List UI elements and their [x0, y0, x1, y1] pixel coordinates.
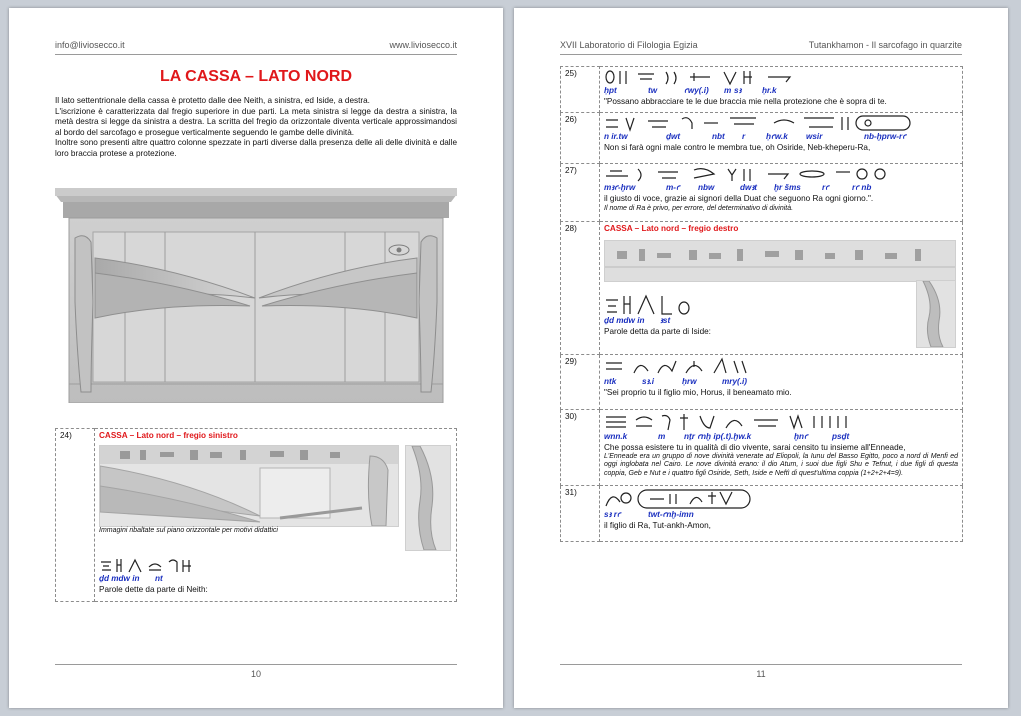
table-row	[561, 409, 963, 485]
translation: il figlio di Ra, Tut-ankh-Amon,	[604, 520, 711, 530]
entry-content	[600, 67, 963, 113]
entry-number: 28)	[561, 222, 600, 355]
entry-number: 26)	[561, 113, 600, 164]
translation: "Sei proprio tu il figlio mio, Horus, il beneamato mio.	[604, 388, 792, 398]
translation: Parole dette da parte di Neith:	[99, 585, 208, 595]
entry-number: 29)	[561, 355, 600, 409]
transliteration: ntk sꜣ.i ḥrw mry(.i)	[604, 377, 748, 387]
hieroglyphs-icon	[604, 412, 864, 432]
transliteration: ḏd mdw in nt	[99, 574, 163, 584]
hieroglyphs-icon	[604, 166, 904, 183]
table-row	[561, 355, 963, 409]
entry-number: 30)	[561, 409, 600, 485]
translation: Che possa esistere tu in qualità di dio vivente, sarai censito tu insieme all'Enneade,	[604, 442, 906, 452]
entry-table	[560, 66, 963, 542]
entry-number: 24)	[56, 429, 95, 602]
page-title: LA CASSA – LATO NORD	[159, 68, 352, 85]
header-email: info@liviosecco.it	[55, 40, 125, 50]
right-frieze-relief-image	[604, 240, 956, 282]
hieroglyphs-icon	[99, 557, 199, 574]
table-row	[561, 67, 963, 113]
table-row	[561, 164, 963, 222]
entry-heading: CASSA – Lato nord – fregio destro	[604, 224, 739, 234]
page-footer	[560, 664, 962, 679]
entry-content	[600, 355, 963, 409]
transliteration: ḥpt tw ꜥwy(.i) m sꜣ ḥr.k	[604, 86, 777, 95]
header-website: www.liviosecco.it	[389, 40, 457, 50]
translation: Parole detta da parte di Iside:	[604, 327, 711, 337]
page-number: 10	[250, 669, 261, 679]
hieroglyphs-icon	[604, 357, 754, 377]
left-frieze-relief-image	[99, 445, 399, 527]
page-header	[560, 40, 962, 55]
hieroglyphs-icon	[604, 69, 804, 86]
transliteration: mꜣꜥ-ḫrw m-ꜥ nbw dwꜣt ḫr šms rꜥ rꜥ nb	[604, 183, 872, 193]
image-caption: Immagini ribaltate sul piano orizzontale per motivi didattici	[99, 527, 278, 535]
translation: Non si farà ogni male contro le membra tue, oh Osiride, Neb-kheperu-Ra,	[604, 143, 871, 153]
transliteration: ḏd mdw in ꜣst	[604, 316, 671, 326]
page-number: 11	[756, 669, 766, 679]
entry-content	[600, 409, 963, 485]
note: L'Enneade era un gruppo di nove divinità venerate ad Eliopoli, la Iunu del Basso Egitto, poco a nord di Menfi ed oggi inglobata nel Cairo. Le nove divinità erano: il dio Atum, i suoi due figli Shu e Tefnut, i due figli di questa coppia, Geb e Nut e i quattro figli Osiride, Seth, Iside e Neftì di quest'ultima coppia (1+2+2+4=9).	[604, 452, 958, 477]
entry-heading: CASSA – Lato nord – fregio sinistro	[99, 431, 238, 440]
page-11	[514, 8, 1008, 708]
note: Il nome di Ra è privo, per errore, del determinativo di divinità.	[604, 204, 794, 212]
translation: il giusto di voce, grazie ai signori della Duat che seguono Ra ogni giorno.".	[604, 194, 874, 204]
entry-number: 25)	[561, 67, 600, 113]
table-row	[561, 113, 963, 164]
transliteration: n ir.tw ḏwt nbt r ḥꜥw.k wsir nb-ḫprw-rꜥ	[604, 132, 907, 142]
page-10	[9, 8, 503, 708]
neith-figure-image	[405, 445, 451, 551]
table-row	[56, 429, 457, 602]
header-course: XVII Laboratorio di Filologia Egizia	[560, 40, 698, 50]
entry-number: 27)	[561, 164, 600, 222]
sarcophagus-north-side-image	[55, 188, 457, 403]
entry-number: 31)	[561, 485, 600, 541]
page-header	[55, 40, 457, 55]
hieroglyphs-icon	[604, 115, 914, 132]
entry-content	[95, 429, 457, 602]
intro-text	[55, 96, 457, 160]
header-subject: Tutankhamon - Il sarcofago in quarzite	[808, 40, 962, 50]
transliteration: sꜣ rꜥ twt-ꜥnḫ-imn	[604, 509, 694, 519]
table-row	[561, 485, 963, 541]
isis-figure-image	[916, 280, 956, 348]
entry-content	[600, 113, 963, 164]
transliteration: wnn.k m nṯr ꜥnḫ ip(.t).ḫw.k ḫnꜥ psḏt	[604, 431, 850, 441]
translation: "Possano abbracciare te le due braccia mie nella protezione che è sopra di te.	[604, 97, 887, 106]
entry-table	[55, 428, 457, 602]
page-footer	[55, 664, 457, 679]
intro-paragraph: Inoltre sono presenti altre quattro colonne spezzate in parti diverse dalla presenza delle ali delle divinità e dalle loro braccia protese a protezione.	[55, 138, 457, 158]
hieroglyphs-icon	[604, 488, 754, 510]
table-row	[561, 222, 963, 355]
entry-content	[600, 485, 963, 541]
hieroglyphs-icon	[604, 292, 694, 316]
intro-paragraph: L'iscrizione è caratterizzata dal fregio superiore in due parti. La meta sinistra si legge da destra a sinistra, la metà destra si legge da sinistra a destra. La scritta del fregio da orizzontale diventa verticale approssimandosi al bordo del sarcofago e prosegue verticalmente seguendo le gambe delle divinità.	[55, 106, 457, 137]
entry-content	[600, 222, 963, 355]
intro-paragraph: Il lato settentrionale della cassa è protetto dalle dee Neith, a sinistra, ed Iside, a destra.	[55, 96, 370, 105]
entry-content	[600, 164, 963, 222]
